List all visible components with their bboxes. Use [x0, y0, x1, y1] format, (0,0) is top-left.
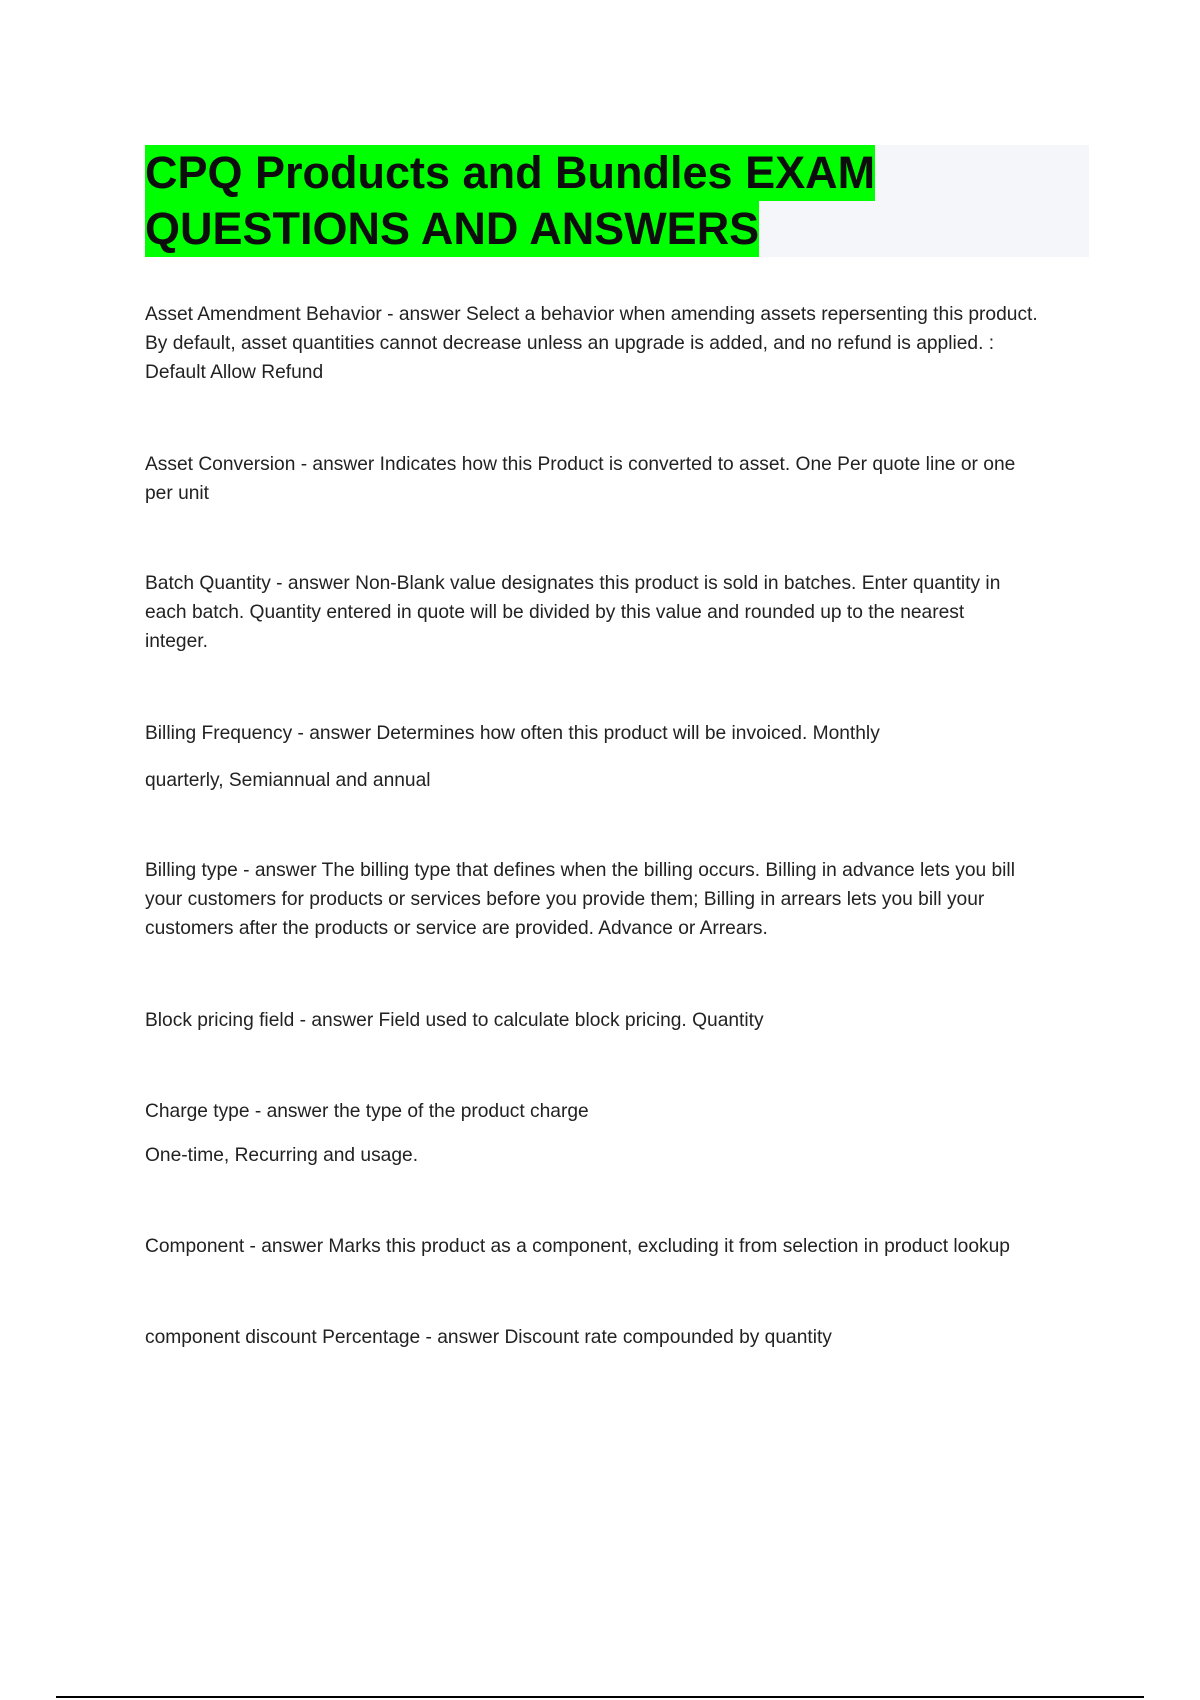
qa-entry-billing-type	[145, 856, 1095, 943]
qa-entry-component-discount-percentage	[145, 1323, 1095, 1352]
qa-entry-billing-frequency	[145, 719, 1095, 748]
footer-rule	[56, 1696, 1144, 1698]
qa-entry-charge-type	[145, 1097, 1095, 1126]
entry-line: Block pricing field - answer Field used to calculate block pricing. Quantity	[145, 1010, 764, 1031]
qa-entry-component	[145, 1232, 1095, 1261]
entry-line: quarterly, Semiannual and annual	[145, 770, 431, 791]
entry-line: each batch. Quantity entered in quote will be divided by this value and rounded up to the nearest	[145, 602, 965, 623]
entry-line: Default Allow Refund	[145, 362, 324, 383]
entry-line: integer.	[145, 631, 208, 652]
entry-line: per unit	[145, 483, 209, 504]
entry-line: One-time, Recurring and usage.	[145, 1145, 419, 1166]
entry-line: customers after the products or service are provided. Advance or Arrears.	[145, 918, 768, 939]
qa-entry-asset-conversion	[145, 450, 1095, 508]
entry-line: Asset Conversion - answer Indicates how this Product is converted to asset. One Per quote line or one	[145, 454, 1016, 475]
qa-entry-charge-type-values	[145, 1141, 1095, 1170]
title-line-2: QUESTIONS AND ANSWERS	[145, 201, 759, 257]
document-title	[145, 145, 1089, 257]
entry-line: component discount Percentage - answer Discount rate compounded by quantity	[145, 1327, 832, 1348]
entry-line: By default, asset quantities cannot decrease unless an upgrade is added, and no refund is applied. :	[145, 333, 995, 354]
title-line-1: CPQ Products and Bundles EXAM	[145, 145, 875, 201]
entry-line: Charge type - answer the type of the product charge	[145, 1101, 589, 1122]
qa-entry-block-pricing-field	[145, 1006, 1095, 1035]
entry-line: Billing type - answer The billing type that defines when the billing occurs. Billing in advance lets you bill	[145, 860, 1015, 881]
entry-line: Component - answer Marks this product as a component, excluding it from selection in product lookup	[145, 1236, 1010, 1257]
entry-line: Billing Frequency - answer Determines how often this product will be invoiced. Monthly	[145, 723, 880, 744]
qa-entry-batch-quantity	[145, 569, 1095, 656]
entry-line: Batch Quantity - answer Non-Blank value designates this product is sold in batches. Enter quantity in	[145, 573, 1001, 594]
entry-line: your customers for products or services before you provide them; Billing in arrears lets you bill your	[145, 889, 985, 910]
qa-entry-billing-frequency-values	[145, 766, 1095, 795]
qa-entry-asset-amendment-behavior	[145, 300, 1095, 387]
entry-line: Asset Amendment Behavior - answer Select a behavior when amending assets repersenting this product.	[145, 304, 1038, 325]
